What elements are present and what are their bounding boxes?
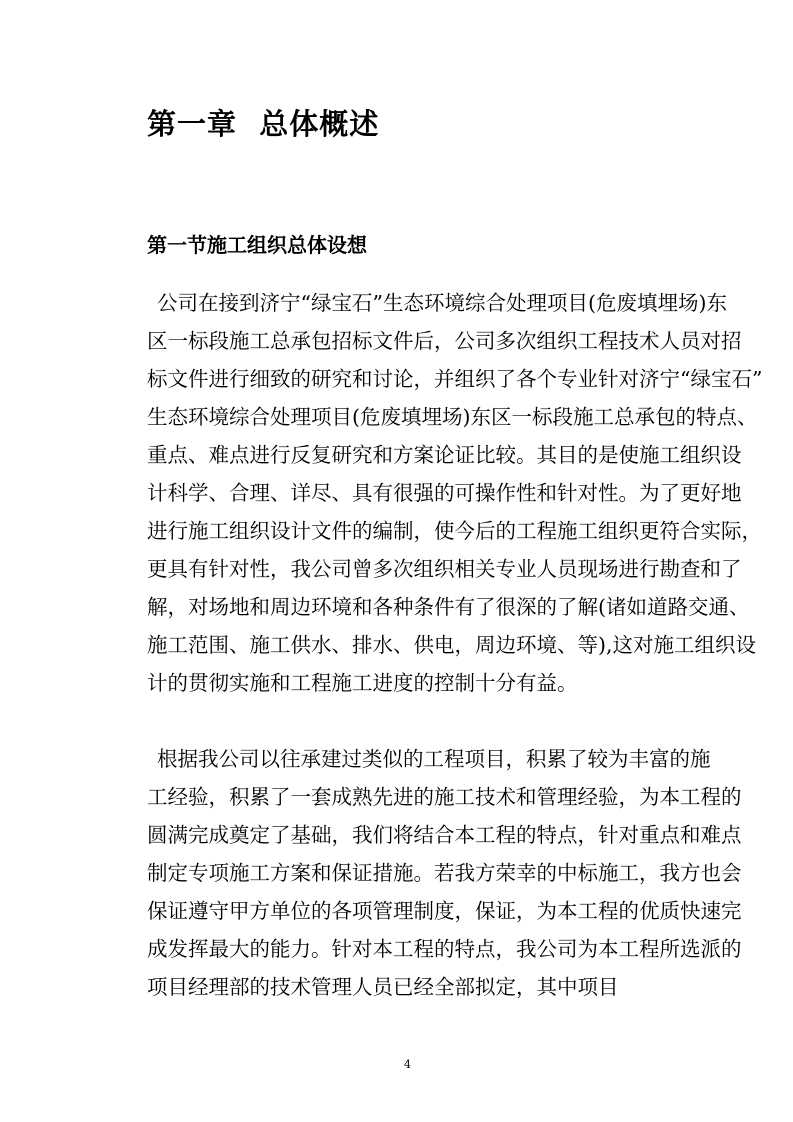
text-line: 解，对场地和周边环境和各种条件有了很深的了解(诸如道路交通、 <box>147 595 750 619</box>
text-line: 制定专项施工方案和保证措施。若我方荣幸的中标施工，我方也会 <box>147 861 742 885</box>
paragraph-2 <box>147 740 742 1006</box>
text-line: 重点、难点进行反复研究和方案论证比较。其目的是使施工组织设 <box>147 443 742 467</box>
text-line: 保证遵守甲方单位的各项管理制度，保证，为本工程的优质快速完 <box>147 899 742 923</box>
text-line: 成发挥最大的能力。针对本工程的特点，我公司为本工程所选派的 <box>147 937 742 961</box>
text-line: 标文件进行细致的研究和讨论，并组织了各个专业针对济宁“绿宝石” <box>147 367 763 391</box>
text-line: 施工范围、施工供水、排水、供电，周边环境、等),这对施工组织设 <box>147 633 757 657</box>
text-line: 区一标段施工总承包招标文件后，公司多次组织工程技术人员对招 <box>147 329 742 353</box>
paragraph-1 <box>147 284 763 702</box>
text-line: 工经验，积累了一套成熟先进的施工技术和管理经验，为本工程的 <box>147 785 742 809</box>
text-line: 项目经理部的技术管理人员已经全部拟定，其中项目 <box>147 975 619 999</box>
text-line: 计的贯彻实施和工程施工进度的控制十分有益。 <box>147 671 578 695</box>
text-line: 进行施工组织设计文件的编制，使今后的工程施工组织更符合实际， <box>147 519 762 543</box>
text-line: 更具有针对性，我公司曾多次组织相关专业人员现场进行勘查和了 <box>147 557 742 581</box>
text-line: 根据我公司以往承建过类似的工程项目，积累了较为丰富的施 <box>157 747 711 771</box>
text-line: 计科学、合理、详尽、具有很强的可操作性和针对性。为了更好地 <box>147 481 742 505</box>
chapter-title: 第一章 总体概述 <box>147 107 380 141</box>
text-line: 生态环境综合处理项目(危废填埋场)东区一标段施工总承包的特点、 <box>147 405 758 429</box>
text-line: 公司在接到济宁“绿宝石”生态环境综合处理项目(危废填埋场)东 <box>157 291 727 315</box>
page-number: 4 <box>404 1058 411 1071</box>
text-line: 圆满完成奠定了基础，我们将结合本工程的特点，针对重点和难点 <box>147 823 742 847</box>
section-title: 第一节施工组织总体设想 <box>147 233 367 257</box>
